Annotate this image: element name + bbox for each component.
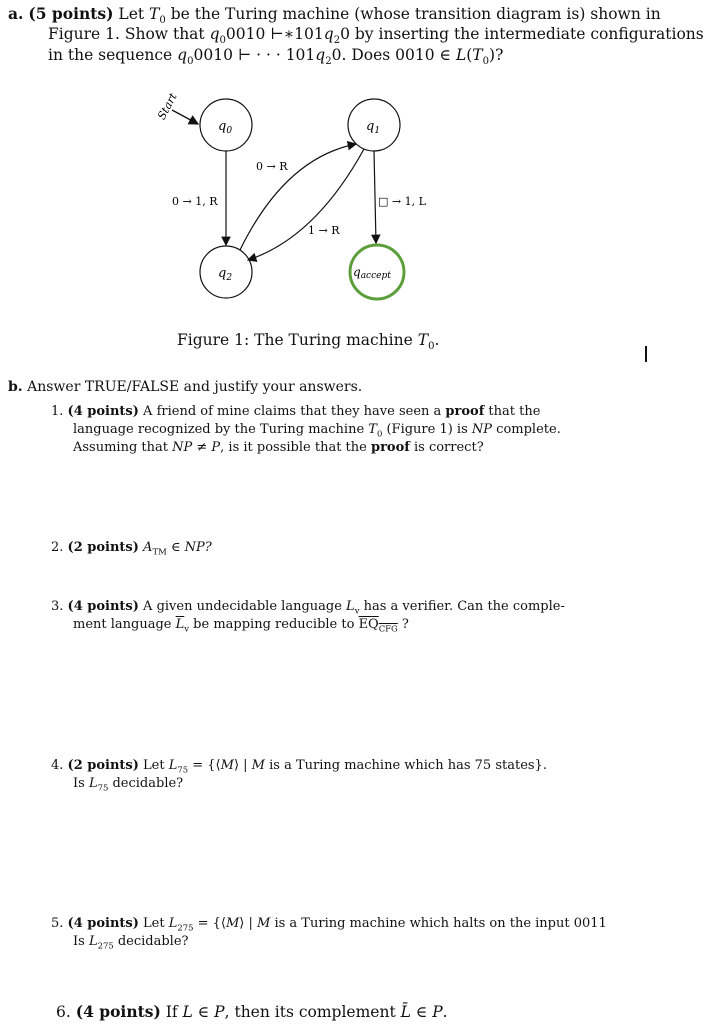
text: ⟩ |: [239, 916, 258, 931]
edge-q1-accept: [374, 151, 376, 243]
text: ∈: [166, 540, 185, 555]
state-q0-label: $q_0$: [218, 119, 233, 136]
math: q: [209, 25, 220, 43]
q2-number: 2.: [51, 540, 64, 555]
math-sub: CFG: [378, 623, 398, 634]
q1-line-2: [73, 422, 561, 439]
text: ⟩ |: [233, 758, 252, 773]
math: q: [177, 46, 188, 64]
math-sub: 75: [177, 764, 189, 775]
q3-number: 3.: [51, 599, 64, 614]
math-sub: 2: [325, 56, 332, 68]
math: q: [315, 46, 326, 64]
q5-number: 5.: [51, 916, 64, 931]
edge-label-q0-q2: 0 → 1, R: [172, 195, 218, 208]
text: , then its complement: [224, 1003, 401, 1021]
part-a-points: (5 points): [28, 4, 114, 23]
text: language recognized by the Turing machine: [73, 422, 369, 437]
math: L̄: [400, 1003, 411, 1021]
q6-line: [56, 1002, 448, 1021]
text: Let: [118, 5, 150, 23]
text: = {⟨: [188, 758, 221, 773]
math: NP: [471, 422, 493, 437]
text: (Figure 1) is: [382, 422, 472, 437]
q4-points: (2 points): [67, 758, 139, 773]
text: = {⟨: [193, 916, 226, 931]
part-a-line-1: [8, 4, 661, 26]
text: Figure 1. Show that: [48, 25, 210, 43]
math: L: [182, 1003, 193, 1021]
text: is a Turing machine which has 75 states}.: [264, 758, 547, 773]
figure-caption: [177, 331, 439, 352]
math-sub: 0: [428, 341, 435, 353]
math-sub: 0: [482, 56, 490, 68]
q6-number: 6.: [56, 1003, 71, 1021]
math: T: [417, 331, 429, 349]
text: decidable?: [113, 934, 189, 949]
text: is correct?: [409, 440, 484, 455]
part-b-intro: [8, 379, 362, 395]
math: L: [168, 758, 178, 773]
q3-points: (4 points): [67, 599, 139, 614]
text: If: [165, 1003, 183, 1021]
math: NP: [184, 540, 205, 555]
text: Assuming that: [73, 440, 173, 455]
q1-line-3: [73, 440, 484, 455]
text-cursor: [645, 346, 647, 362]
text: be mapping reducible to: [189, 617, 359, 632]
start-label: Start: [155, 90, 180, 122]
math-sub: 275: [97, 940, 114, 951]
text: ?: [204, 540, 212, 555]
text: .: [434, 331, 440, 349]
math: NP ≠ P: [172, 440, 221, 455]
text: is a Turing machine which halts on the input 0011: [270, 916, 607, 931]
math-sub: 75: [97, 782, 109, 793]
text: proof: [445, 404, 485, 419]
text: A given undecidable language: [143, 599, 347, 614]
text: , is it possible that the: [220, 440, 371, 455]
text: Is: [73, 934, 89, 949]
text: ∈: [192, 1003, 215, 1021]
text: proof: [370, 440, 410, 455]
edge-label-q1-accept: □ → 1, L: [378, 195, 426, 208]
text: 0010 ⊢∗101: [225, 25, 324, 43]
math: q: [323, 25, 334, 43]
text: ment language: [73, 617, 176, 632]
start-arrow: [172, 110, 198, 124]
math-sub: TM: [152, 546, 167, 557]
text: has a verifier. Can the comple-: [359, 599, 565, 614]
turing-machine-diagram: [150, 88, 450, 300]
math: M: [220, 758, 234, 773]
q5-line-2: [73, 934, 189, 951]
math-sub: 0: [219, 35, 226, 47]
math: T: [368, 422, 377, 437]
text: in the sequence: [48, 46, 178, 64]
q5-line-1: [51, 916, 607, 933]
math-sub: 0: [376, 428, 383, 439]
text: Is: [73, 776, 89, 791]
q4-number: 4.: [51, 758, 64, 773]
math: L: [455, 46, 467, 64]
part-b-label: b.: [8, 379, 23, 395]
q1-points: (4 points): [67, 404, 139, 419]
q3-line-1: [51, 599, 565, 616]
math: L: [88, 934, 98, 949]
math: A: [143, 540, 153, 555]
math: T: [149, 5, 160, 23]
math-sub: 0: [187, 56, 194, 68]
text: 0. Does 0010 ∈: [331, 46, 456, 64]
math: L: [346, 599, 355, 614]
text: Answer TRUE/FALSE and justify your answers.: [27, 379, 363, 395]
q3-line-2: [73, 617, 409, 634]
text: be the Turing machine (whose transition diagram is) shown in: [165, 5, 661, 23]
math-sub: v: [184, 623, 190, 634]
q4-line-1: [51, 758, 547, 775]
text: ∈: [410, 1003, 433, 1021]
math: L: [168, 916, 178, 931]
edge-label-q1-q2: 1 → R: [308, 224, 340, 237]
math: T: [472, 46, 483, 64]
math-sub: 275: [177, 922, 194, 933]
state-accept-label: qaccept: [353, 265, 391, 281]
state-q2-label: $q_2$: [218, 266, 233, 283]
math: M: [257, 916, 271, 931]
math: $\overline{L}$: [175, 617, 185, 632]
q2-points: (2 points): [67, 540, 139, 555]
text: A friend of mine claims that they have seen a: [143, 404, 446, 419]
text: Let: [143, 916, 169, 931]
part-a-line-3: in the sequence $q_00010$ ⊢ · · · $101q_20$. Does 0010 ∈ $L(T_0)$?: [48, 46, 504, 68]
text: )?: [489, 46, 504, 64]
math: P: [214, 1003, 225, 1021]
math: M: [251, 758, 265, 773]
text: complete.: [492, 422, 561, 437]
q2-line: [51, 540, 212, 557]
math-sub: 0: [159, 15, 166, 27]
text: Figure 1: The Turing machine: [177, 331, 418, 349]
part-a-line-2: [48, 25, 704, 46]
math: $\overline{EQ}$: [358, 617, 379, 632]
part-a-label: a.: [8, 4, 24, 23]
q6-points: (4 points): [75, 1002, 161, 1021]
text: 0 by inserting the intermediate configurations: [340, 25, 704, 43]
math-sub: v: [354, 605, 360, 616]
q1-line-1: [51, 404, 540, 419]
text: 0010 ⊢ · · · 101: [193, 46, 316, 64]
text: Let: [143, 758, 169, 773]
text: ?: [397, 617, 409, 632]
state-q1-label: $q_1$: [366, 119, 381, 136]
math: L: [88, 776, 98, 791]
edge-label-q2-q1: 0 → R: [256, 160, 288, 173]
text: that the: [484, 404, 541, 419]
math: M: [225, 916, 240, 931]
q5-points: (4 points): [67, 916, 139, 931]
text: decidable?: [108, 776, 184, 791]
q1-number: 1.: [51, 404, 64, 419]
text: .: [442, 1003, 448, 1021]
math-sub: 2: [333, 35, 341, 47]
math: P: [432, 1003, 443, 1021]
q4-line-2: [73, 776, 183, 793]
